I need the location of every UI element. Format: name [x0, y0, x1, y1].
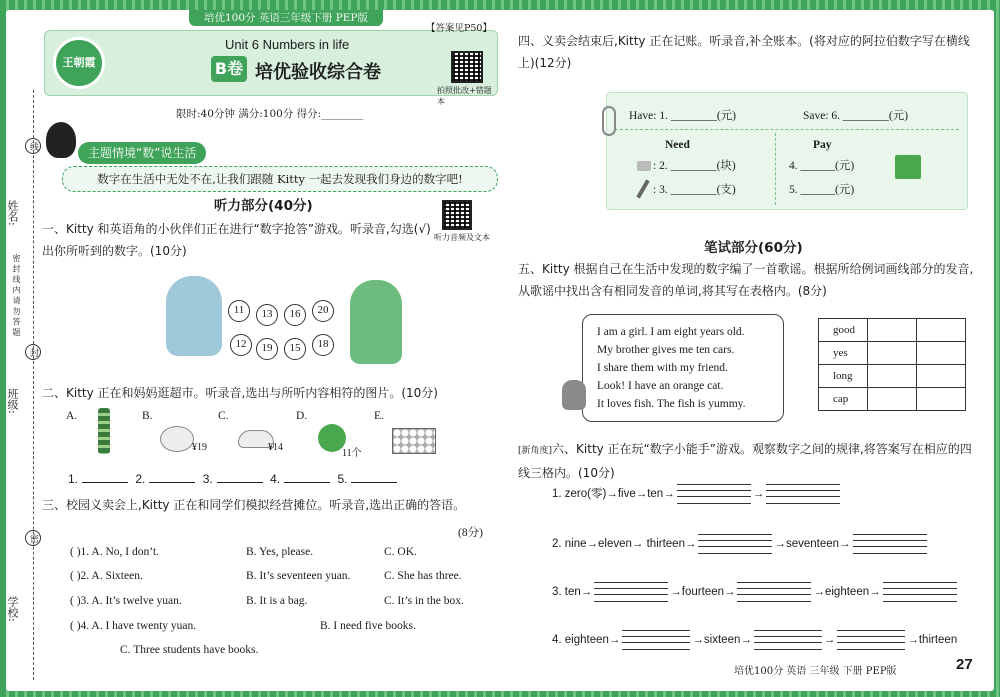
number-card[interactable]: 12: [230, 334, 252, 356]
answer-cell[interactable]: [917, 319, 966, 342]
answer-blank[interactable]: [82, 471, 128, 483]
pay-item-4[interactable]: 4. ______(元): [789, 160, 855, 172]
egg-tray-icon[interactable]: [392, 428, 436, 454]
writing-lines[interactable]: [883, 582, 957, 602]
q3-row-2-c[interactable]: C. She has three.: [384, 570, 462, 582]
blank-4-label: 4.: [270, 472, 281, 486]
q6-tag: [新角度]: [518, 446, 553, 456]
example-word: long: [819, 365, 868, 388]
seq-text: →: [752, 488, 765, 501]
page-number: 27: [956, 656, 973, 673]
seq-text: →sixteen→: [692, 634, 752, 647]
sequence-2: [552, 534, 929, 554]
number-card[interactable]: 18: [312, 334, 334, 356]
q6-prompt: [518, 438, 978, 484]
need-heading: Need: [665, 139, 690, 151]
writing-lines[interactable]: [766, 484, 840, 504]
writing-lines[interactable]: [754, 630, 822, 650]
q3-row-1-b[interactable]: B. Yes, please.: [246, 546, 314, 558]
option-c-label: C.: [218, 410, 229, 422]
bear-icon: [350, 280, 402, 364]
listening-title: 听力部分(40分): [214, 198, 313, 214]
blank-1-label: 1.: [68, 472, 79, 486]
answer-blank[interactable]: [149, 471, 195, 483]
paper-title: 培优验收综合卷: [255, 62, 381, 83]
number-card[interactable]: 16: [284, 304, 306, 326]
need-item-2[interactable]: : 2. ________(块): [653, 160, 736, 172]
seq-text: →eighteen→: [813, 586, 881, 599]
footer-text: 培优100分 英语 三年级 下册 PEP版: [734, 666, 897, 677]
q3-row-2-a[interactable]: ( )2. A. Sixteen.: [70, 570, 143, 582]
chant-line: I share them with my friend.: [597, 362, 728, 374]
chant-line: It loves fish. The fish is yummy.: [597, 398, 746, 410]
sequence-3: [552, 582, 959, 602]
need-item-3[interactable]: : 3. ________(支): [653, 184, 736, 196]
sequence-4: [552, 630, 957, 650]
chant-line: My brother gives me ten cars.: [597, 344, 735, 356]
eraser-icon: [637, 161, 651, 171]
writing-lines[interactable]: [737, 582, 811, 602]
q3-row-4-b[interactable]: B. I need five books.: [320, 620, 416, 632]
theme-intro: 数字在生活中无处不在,让我们跟随 Kitty 一起去发现我们身边的数字吧!: [62, 166, 498, 192]
q1-prompt: 一、Kitty 和英语角的小伙伴们正在进行“数字抢答”游戏。听录音,勾选(√)出你所听到的数字。(10分): [42, 222, 431, 258]
corn-icon[interactable]: [98, 408, 110, 454]
exam-meta: 限时:40分钟 满分:100分 得分:________: [176, 108, 364, 120]
ledger-divider-v: [775, 133, 776, 205]
ledger-card: [606, 92, 968, 210]
chant-box: [582, 314, 784, 422]
example-word: yes: [819, 342, 868, 365]
chant-line: I am a girl. I am eight years old.: [597, 326, 745, 338]
seq-text: →: [823, 634, 836, 647]
example-word: cap: [819, 388, 868, 411]
seq-text: →seventeen→: [774, 538, 851, 551]
phonics-table: [818, 318, 966, 411]
kitty-avatar: [46, 122, 76, 158]
number-card[interactable]: 19: [256, 338, 278, 360]
option-b-label: B.: [142, 410, 153, 422]
answer-cell[interactable]: [868, 342, 917, 365]
pencil-icon: [636, 179, 649, 198]
q2-prompt: 二、Kitty 正在和妈妈逛超市。听录音,选出与所听内容相符的图片。(10分): [42, 386, 438, 400]
shopping-bag-icon: [895, 155, 921, 179]
number-card[interactable]: 13: [256, 304, 278, 326]
answer-cell[interactable]: [868, 319, 917, 342]
brand-logo: 王朝霞: [53, 37, 105, 89]
qr-caption: 拍照批改+错题本: [437, 86, 492, 106]
worksheet-page: [6, 10, 994, 691]
elephant-icon: [166, 276, 222, 356]
seal-line: [33, 90, 34, 680]
price-b: ¥19: [192, 442, 207, 453]
fold-mark-3: 密: [25, 530, 41, 546]
q3-row-3-b[interactable]: B. It is a bag.: [246, 595, 308, 607]
answer-cell[interactable]: [917, 388, 966, 411]
writing-lines[interactable]: [594, 582, 668, 602]
number-card[interactable]: 20: [312, 300, 334, 322]
qr-code-icon[interactable]: [451, 51, 483, 83]
q3-prompt: 三、校园义卖会上,Kitty 正在和同学们模拟经营摊位。听录音,选出正确的答语。: [42, 498, 466, 512]
seq-text: 2. nine→eleven→ thirteen→: [552, 538, 697, 551]
q3-row-3-a[interactable]: ( )3. A. It’s twelve yuan.: [70, 595, 182, 607]
answer-cell[interactable]: [868, 365, 917, 388]
seq-text: →thirteen: [907, 634, 958, 647]
number-game-illustration: [166, 268, 402, 374]
q5-prompt: 五、Kitty 根据自己在生活中发现的数字编了一首歌谣。根据所给例词画线部分的发音,从歌谣中找出含有相同发音的单词,将其写在表格内。(8分): [518, 262, 974, 298]
school-label: 学校:: [6, 596, 19, 622]
seq-text: →fourteen→: [670, 586, 736, 599]
q2-blanks: [68, 468, 401, 490]
option-a-label: A.: [66, 410, 78, 422]
ledger-divider: [615, 129, 959, 130]
audio-qr-caption: 听力音频及文本: [434, 233, 490, 242]
count-d: 11个: [342, 448, 362, 459]
sequence-1: [552, 484, 842, 504]
option-d-label: D.: [296, 410, 308, 422]
pay-heading: Pay: [813, 139, 832, 151]
answer-reference: 【答案见P50】: [426, 23, 492, 34]
chant-line: Look! I have an orange cat.: [597, 380, 724, 392]
seal-note: 密 封 线 内 请 勿 答 题: [12, 254, 21, 336]
cat-icon: [562, 380, 586, 410]
q3-score: (8分): [458, 527, 483, 539]
number-card[interactable]: 11: [228, 300, 250, 322]
q3-row-4-a[interactable]: ( )4. A. I have twenty yuan.: [70, 620, 197, 632]
answer-cell[interactable]: [917, 342, 966, 365]
fold-mark-2: 封: [25, 344, 41, 360]
name-label: 姓名:: [6, 200, 19, 226]
example-word: good: [819, 319, 868, 342]
audio-qr-icon[interactable]: [442, 200, 472, 230]
seq-text: 4. eighteen→: [552, 634, 621, 647]
have-line[interactable]: Have: 1. ________(元): [629, 110, 736, 122]
writing-lines[interactable]: [622, 630, 690, 650]
q3-row-1-a[interactable]: ( )1. A. No, I don’t.: [70, 546, 159, 558]
writing-lines[interactable]: [853, 534, 927, 554]
writing-lines[interactable]: [837, 630, 905, 650]
number-card[interactable]: 15: [284, 338, 306, 360]
answer-cell[interactable]: [917, 365, 966, 388]
answer-blank[interactable]: [284, 471, 330, 483]
writing-lines[interactable]: [698, 534, 772, 554]
option-e-label: E.: [374, 410, 384, 422]
class-label: 班级:: [6, 388, 19, 414]
header-banner: [44, 30, 498, 106]
seq-text: 3. ten→: [552, 586, 593, 599]
q3-row-3-c[interactable]: C. It’s in the box.: [384, 595, 464, 607]
pay-item-5[interactable]: 5. ______(元): [789, 184, 855, 196]
fold-mark-1: 线: [25, 138, 41, 154]
q4-prompt: 四、义卖会结束后,Kitty 正在记账。听录音,补全账本。(将对应的阿拉伯数字写在横线上)(12分): [518, 34, 970, 70]
answer-cell[interactable]: [868, 388, 917, 411]
price-c: ¥14: [268, 442, 283, 453]
written-title: 笔试部分(60分): [704, 240, 803, 256]
seq-text: 1. zero(零)→five→ten→: [552, 488, 675, 501]
theme-label: 主题情境“数”说生活: [78, 142, 206, 164]
unit-title: Unit 6 Numbers in life: [225, 37, 350, 52]
save-line[interactable]: Save: 6. ________(元): [803, 110, 909, 122]
paper-badge: B卷: [211, 56, 247, 82]
writing-lines[interactable]: [677, 484, 751, 504]
answer-blank[interactable]: [217, 471, 263, 483]
paper-clip-icon: [602, 106, 616, 136]
q3-row-4-c[interactable]: C. Three students have books.: [120, 644, 259, 656]
q6-text: 六、Kitty 正在玩“数字小能手”游戏。观察数字之间的规律,将答案写在相应的四线三格内。(10分): [518, 442, 972, 480]
blank-3-label: 3.: [202, 472, 213, 486]
q3-row-1-c[interactable]: C. OK.: [384, 546, 417, 558]
blank-5-label: 5.: [337, 472, 348, 486]
top-tab: 培优100分 英语三年级下册 PEP版: [189, 10, 383, 26]
blank-2-label: 2.: [135, 472, 146, 486]
q3-row-2-b[interactable]: B. It’s seventeen yuan.: [246, 570, 351, 582]
answer-blank[interactable]: [351, 471, 397, 483]
piggy-bank-icon[interactable]: [160, 426, 194, 452]
